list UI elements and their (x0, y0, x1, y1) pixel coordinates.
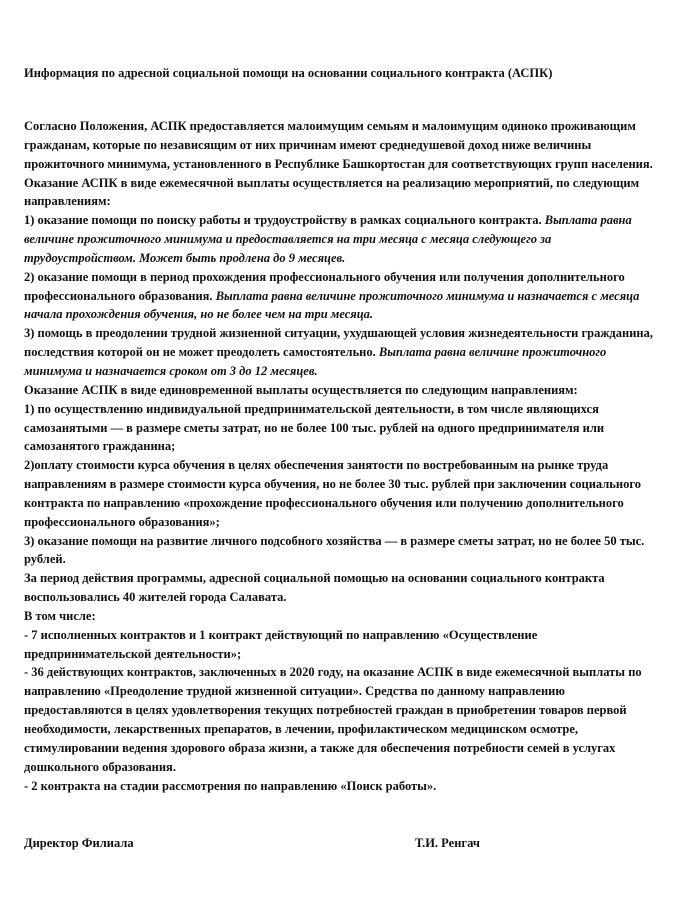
list-item: - 2 контракта на стадии рассмотрения по направлению «Поиск работы». (24, 778, 437, 793)
paragraph-onetime-header: Оказание АСПК в виде единовременной выплаты осуществляется по следующим направлениям: (24, 382, 578, 397)
paragraph-text: 3) помощь в преодолении трудной жизненной ситуации, ухудшающей условия жизнедеятельности гражданина, последствия которой он не может преодолеть самостоятельно. (24, 326, 653, 360)
paragraph-monthly-2 (24, 268, 654, 325)
paragraph-monthly-1 (24, 211, 654, 268)
list-item: - 7 исполненных контрактов и 1 контракт действующий по направлению «Осуществление предпринимательской деятельности»; (24, 627, 538, 661)
paragraph-onetime-2: 2)оплату стоимости курса обучения в целях обеспечения занятости по востребованным на рынке труда направлениям в размере стоимости курса обучения, но не более 30 тыс. рублей при заключении социального контракта по направлению «прохождение профессионального обучения или получению дополнительного профессионального образования»; (24, 458, 641, 529)
paragraph-including: В том числе: (24, 608, 96, 623)
signature-name: Т.И. Ренгач (415, 836, 480, 850)
paragraph-monthly-3 (24, 324, 654, 381)
paragraph-italic-note: Выплата равна величине прожиточного минимума и предоставляется на три месяца с месяца следующего за трудоустройством. Может быть продлена до 9 месяцев. (24, 213, 632, 265)
list-item: - 36 действующих контрактов, заключенных в 2020 году, на оказание АСПК в виде ежемесячной выплаты по направлению «Преодоление трудной жизненной ситуации». Средства по данному направлению предоставляются в целях удовлетворения текущих потребностей граждан в приобретении товаров первой необходимости, лекарственных препаратов, в лечении, профилактическом медицинском осмотре, стимулировании ведения здорового образа жизни, а также для обеспечения потребности семей в услугах дошкольного образования. (24, 665, 642, 774)
paragraph-monthly-header: Оказание АСПК в виде ежемесячной выплаты осуществляется на реализацию мероприятий, по следующим направлениям: (24, 175, 640, 209)
signature-position: Директор Филиала (24, 836, 134, 850)
paragraph-italic-note: Выплата равна величине прожиточного минимума и назначается с месяца начала прохождения обучения, но не более чем на три месяца. (24, 288, 640, 322)
paragraph-onetime-1: 1) по осуществлению индивидуальной предпринимательской деятельности, в том числе являющихся самозанятыми — в размере сметы затрат, но не более 100 тыс. рублей на одного предпринимателя или самозанятого гражданина; (24, 401, 605, 454)
paragraph-italic-note: Выплата равна величине прожиточного минимума и назначается сроком от 3 до 12 месяцев. (24, 345, 607, 378)
document-title: Информация по адресной социальной помощи на основании социального контракта (АСПК) (24, 66, 553, 80)
paragraph-intro: Согласно Положения, АСПК предоставляется малоимущим семьям и малоимущим одиноко проживающим гражданам, которые по независящим от них причинам имеют среднедушевой доход ниже величины прожиточного минимума, установленного в Республике Башкортостан для соответствующих групп населения. (24, 119, 653, 171)
paragraph-text: 2) оказание помощи в период прохождения профессионального обучения или получения дополнительного профессионального образования. (24, 269, 625, 303)
paragraph-text: 1) оказание помощи по поиску работы и трудоустройству в рамках социального контракта. (24, 213, 542, 228)
paragraph-summary: За период действия программы, адресной социальной помощью на основании социального контракта воспользовались 40 жителей города Салавата. (24, 571, 605, 605)
document-body (24, 117, 654, 795)
paragraph-onetime-3: 3) оказание помощи на развитие личного подсобного хозяйства — в размере сметы затрат, но не более 50 тыс. рублей. (24, 533, 645, 567)
